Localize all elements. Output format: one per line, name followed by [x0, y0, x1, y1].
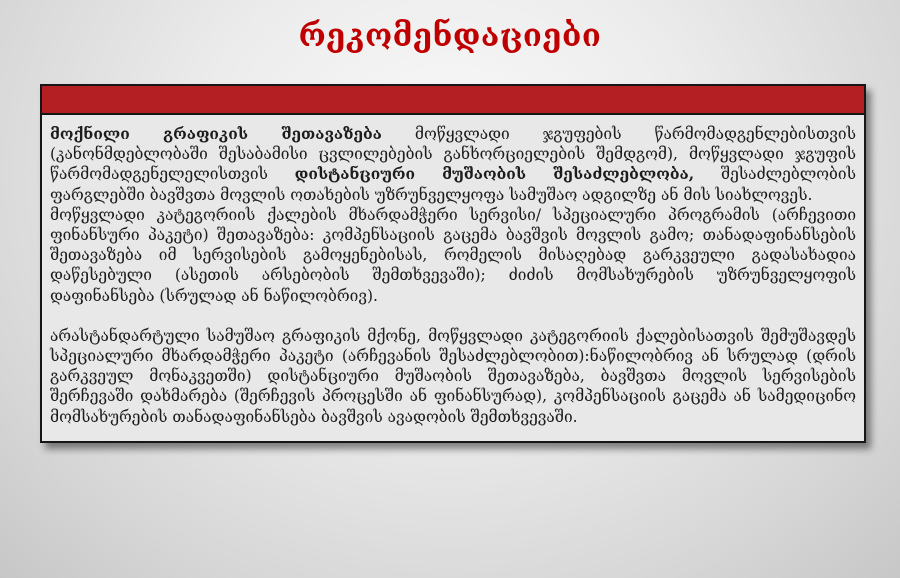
paragraph-flexible-schedule-text-2: შესაძლებლობის ფარგლებში ბავშვთა მოვლის ოთახების უზრუნველყოფა სამუშაო ადგილზე ან მის სიახლოვეს.	[50, 165, 856, 204]
content-box-header-bar	[42, 86, 864, 115]
paragraph-nonstandard-schedule: არასტანდარტული სამუშაო გრაფიკის მქონე, მოწყვლადი კატეგორიის ქალებისათვის შემუშავდეს სპეციალური მხარდამჭერი პაკეტი (არჩევანის შესაძლებლობით):ნაწილობრივ ან სრულად (დრის გარკვეულ მონაკვეთში) დისტანციური მუშაობის შეთავაზება, ბავშვთა მოვლის სერვისების შერჩევაში დახმარება (შერჩევის პროცესში ან ფინანსურად), კომპენსაციის გაცემა ან სამედიცინო მომსახურების თანადაფინანსება ბავშვის ავადობის შემთხვევაში.	[50, 326, 856, 426]
slide-title: რეკომენდაციები	[298, 18, 602, 54]
content-box	[40, 84, 866, 443]
paragraph-flexible-schedule-bold-lead: მოქნილი გრაფიკის შეთავაზება	[50, 124, 382, 143]
paragraph-flexible-schedule-bold-remote-work: დისტანციური მუშაობის შესაძლებლობა,	[294, 164, 695, 184]
paragraph-support-service: მოწყვლადი კატეგორიის ქალების მხარდამჭერი სერვისი/ სპეციალური პროგრამის (არჩევითი ფინანსური პაკეტი) შეთავაზება: კომპენსაციის გაცემა ბავშვის მოვლის გამო; თანადაფინანსების შეთავაზება იმ სერვისების გამოყენებისას, რომელის მისაღებად გარკვეული გადასახადია დაწესებული (ასეთის არსებობის შემთხვევაში); ძიძის მომსახურების უზრუნველყოფის დაფინანსება (სრულად ან ნაწილობრივ).	[50, 205, 856, 305]
content-box-body	[42, 115, 864, 441]
paragraph-flexible-schedule-text-1: მოწყვლადი ჯგუფების წარმომადგენლებისთვის (კანონმდებლობაში შესაბამისი ცვლილებების განხორციელების შემდგომ), მოწყვლადი ჯგუფის წარმომადგენელელისთვის	[50, 125, 857, 184]
paragraph-flexible-schedule	[50, 124, 856, 205]
